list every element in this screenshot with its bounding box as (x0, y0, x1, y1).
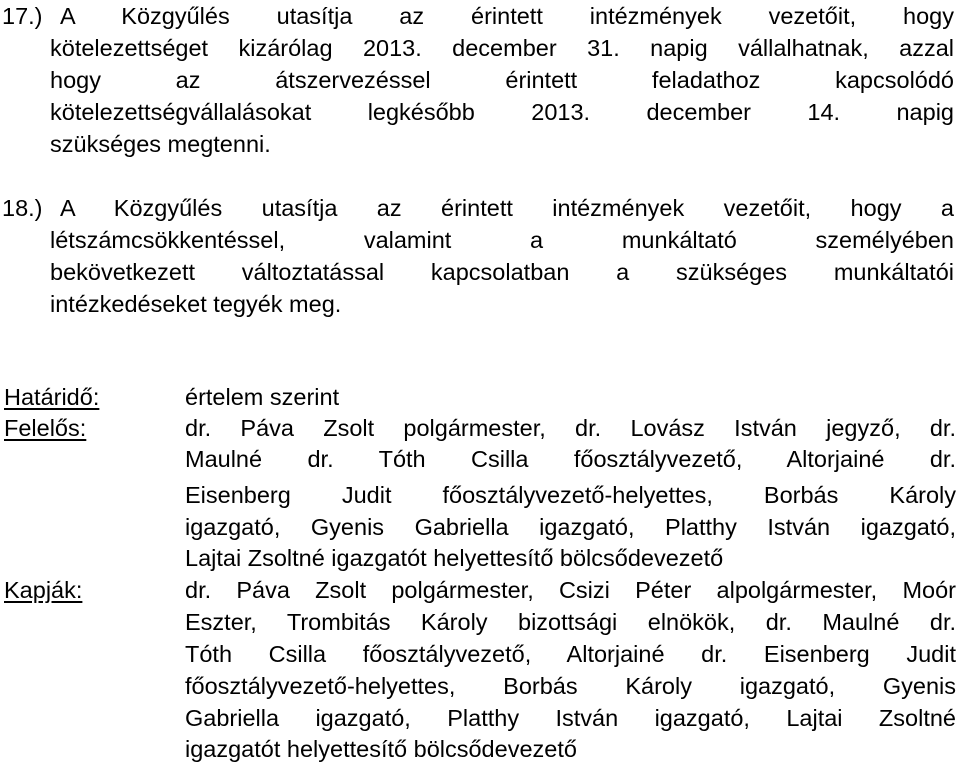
item-text-line: hogy az átszervezéssel érintett feladathoz kapcsolódó (50, 67, 954, 93)
item-text-line: létszámcsökkentéssel, valamint a munkáltató személyében (50, 227, 954, 253)
item-text-line: A Közgyűlés utasítja az érintett intézmények vezetőit, hogy a (60, 195, 954, 221)
item-number: 17.) (2, 3, 43, 29)
item-text-line: kötelezettségvállalásokat legkésőbb 2013. december 14. napig (50, 99, 954, 125)
recipients-line: Eszter, Trombitás Károly bizottsági elnökök, dr. Maulné dr. (185, 609, 956, 635)
recipients-line: Gabriella igazgató, Platthy István igazgató, Lajtai Zsoltné (185, 705, 956, 731)
deadline-label: Határidő: (4, 384, 100, 410)
recipients-line: dr. Páva Zsolt polgármester, Csizi Péter alpolgármester, Moór (185, 577, 956, 603)
responsible-line: Eisenberg Judit főosztályvezető-helyettes, Borbás Károly (185, 482, 956, 508)
item-number: 18.) (2, 195, 43, 221)
item-text-line: szükséges megtenni. (50, 131, 271, 157)
responsible-line: Maulné dr. Tóth Csilla főosztályvezető, Altorjainé dr. (185, 446, 956, 472)
responsible-line: dr. Páva Zsolt polgármester, dr. Lovász István jegyző, dr. (185, 415, 956, 441)
item-text-line: kötelezettséget kizárólag 2013. december 31. napig vállalhatnak, azzal (50, 35, 954, 61)
responsible-label: Felelős: (4, 415, 87, 441)
recipients-line: főosztályvezető-helyettes, Borbás Károly igazgató, Gyenis (185, 673, 956, 699)
item-text-line: bekövetkezett változtatással kapcsolatban a szükséges munkáltatói (50, 259, 954, 285)
responsible-line: igazgató, Gyenis Gabriella igazgató, Platthy István igazgató, (185, 514, 956, 540)
item-text-line: A Közgyűlés utasítja az érintett intézmények vezetőit, hogy (60, 3, 954, 29)
deadline-value: értelem szerint (185, 384, 340, 410)
responsible-line: Lajtai Zsoltné igazgatót helyettesítő bölcsődevezető (185, 545, 724, 571)
recipients-line: igazgatót helyettesítő bölcsődevezető (185, 736, 577, 762)
recipients-line: Tóth Csilla főosztályvezető, Altorjainé dr. Eisenberg Judit (185, 641, 956, 667)
recipients-label: Kapják: (4, 577, 83, 603)
item-text-line: intézkedéseket tegyék meg. (50, 291, 342, 317)
